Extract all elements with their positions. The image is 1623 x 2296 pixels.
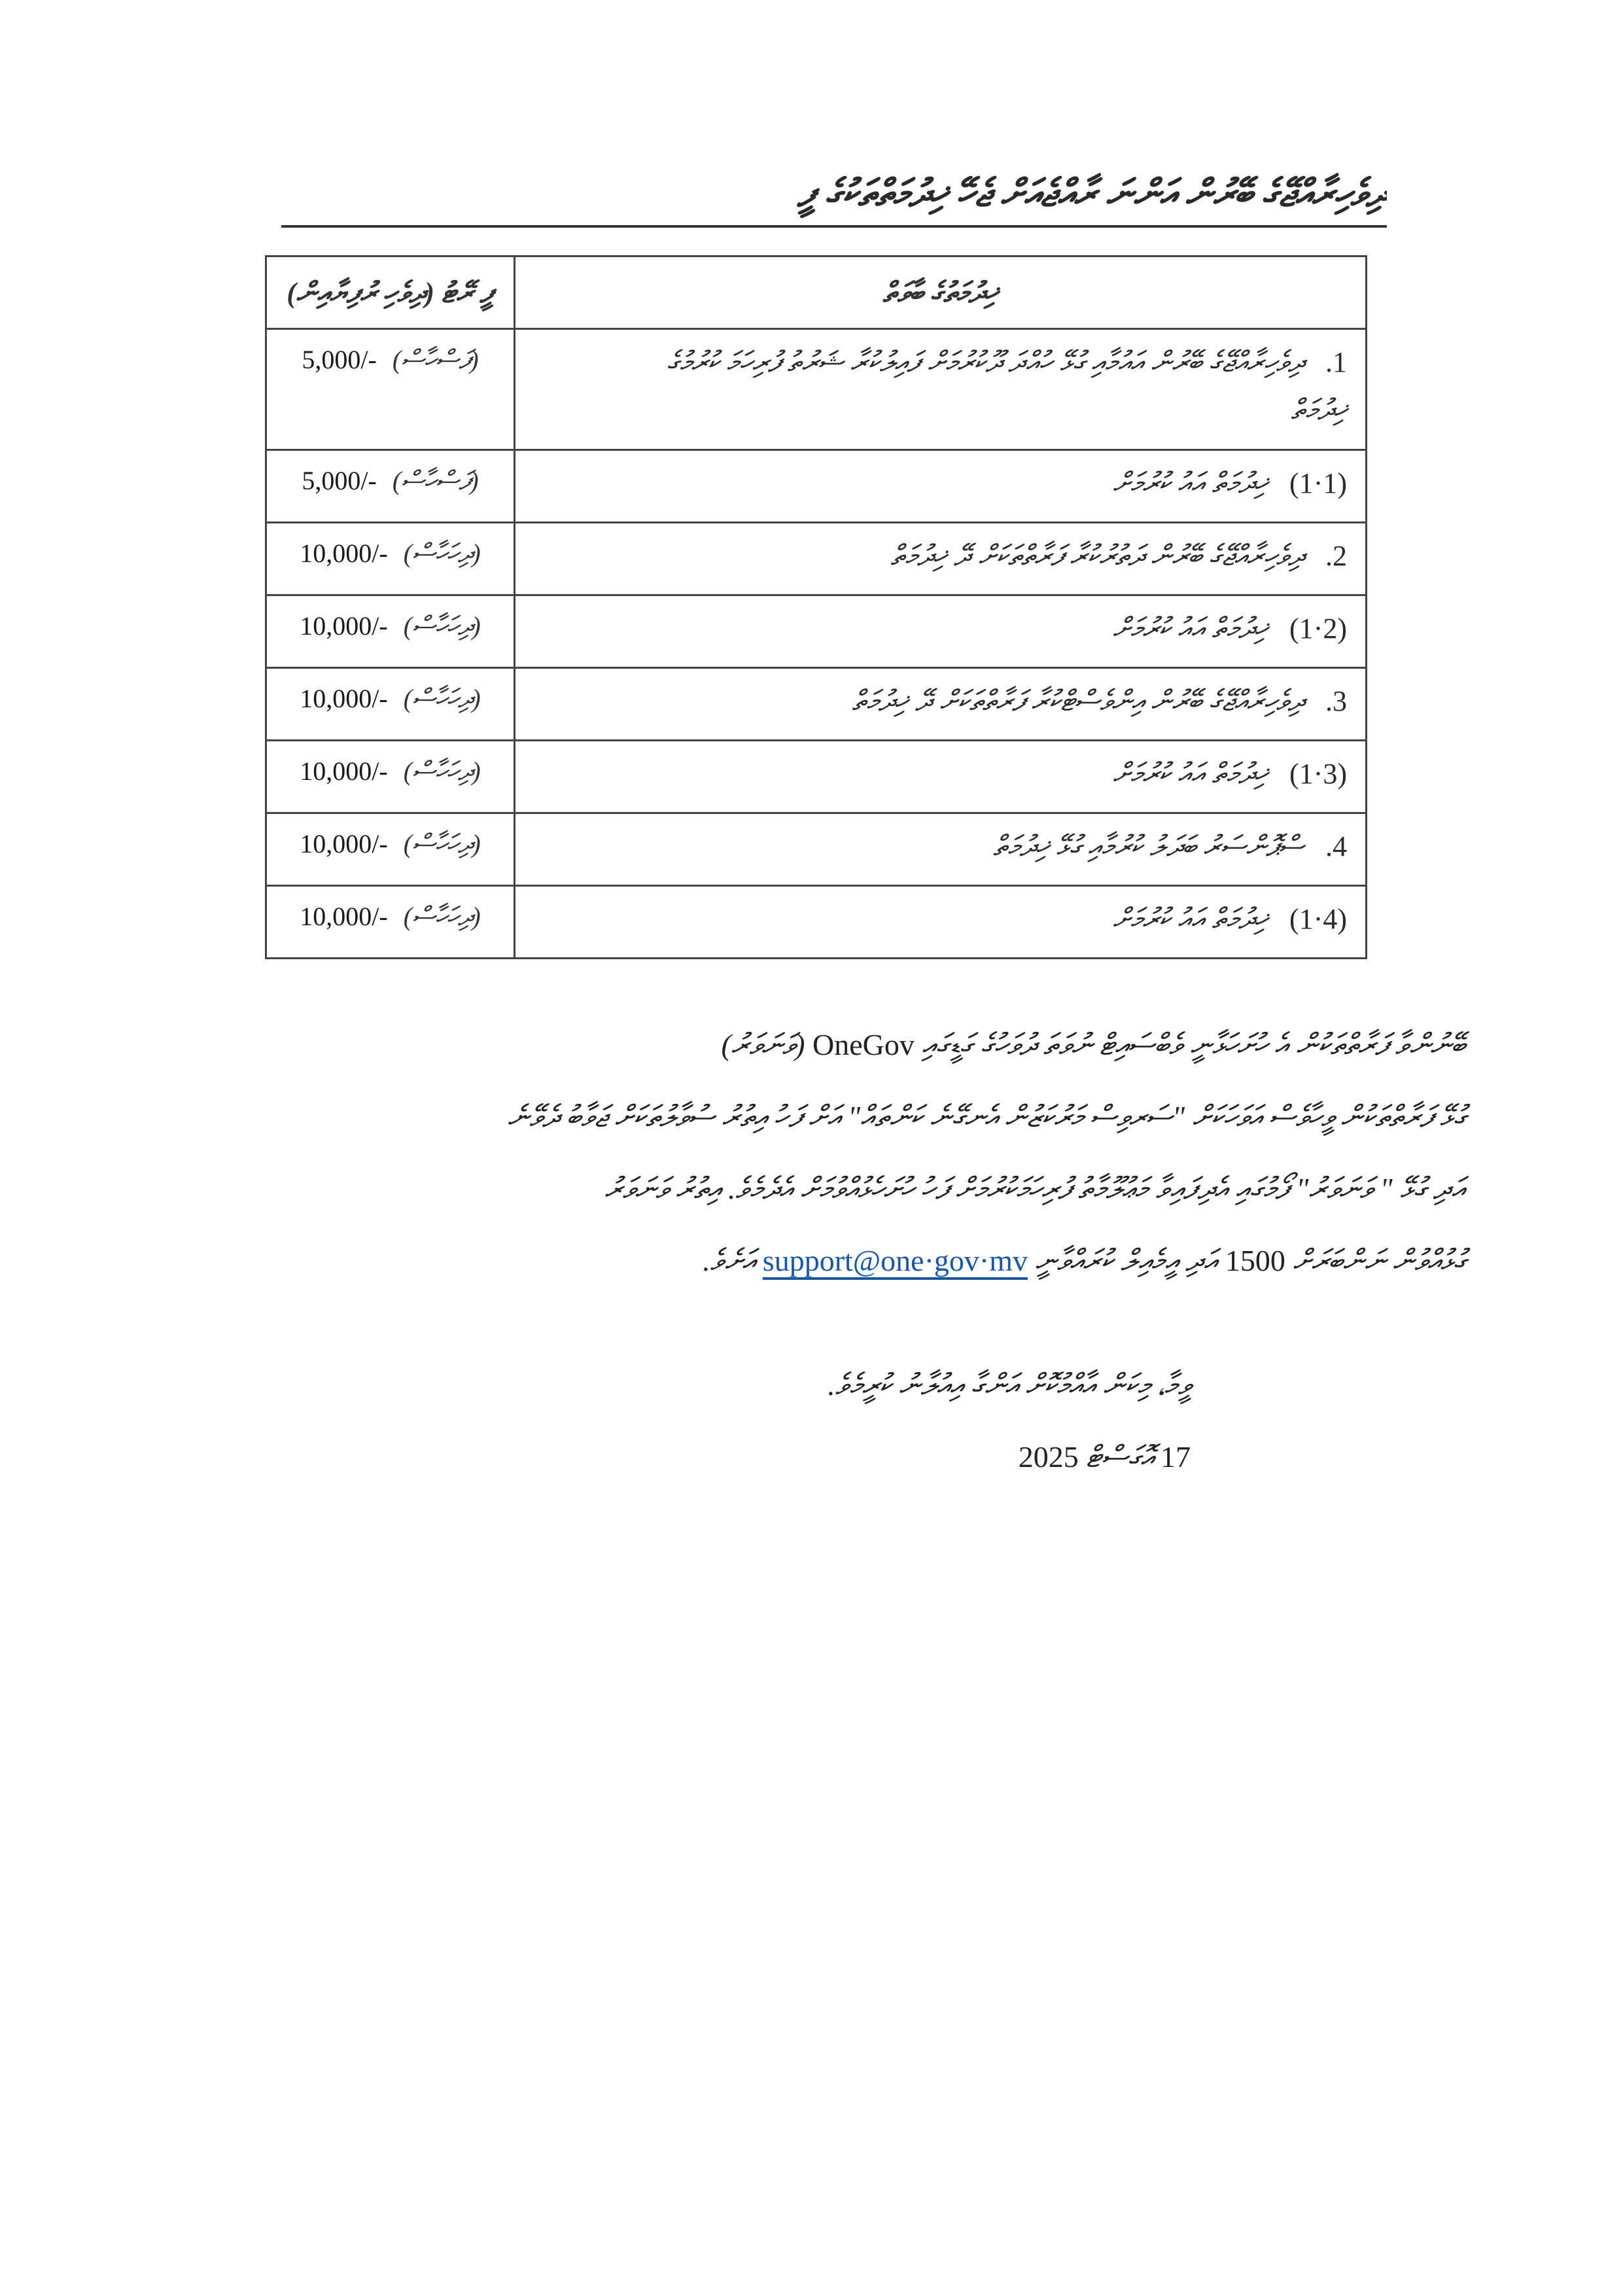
service-cell xyxy=(515,813,1367,886)
closing-statement: ވީމާ، މިކަން އާއްމުކޮށް އަންގާ އިއުލާނު ކުރީމެވެ. xyxy=(828,1368,1191,1402)
service-text: ޚިދުމަތް އައު ކުރުމަށް xyxy=(1112,467,1268,499)
note-text: ބޭނުންވާ ފަރާތްތަކުން އެ ހުށަހަޅާނީ ވެބްސައިޓް ނުވަތަ ދުވަހުގެ ގަޑީގައި xyxy=(922,1028,1465,1061)
note-paren: (ވަނަވަރު) xyxy=(721,1028,805,1061)
service-text: ދިވެހިރާއްޖޭގެ ބޭރުން ދަތުރުކުރާ ފަރާތްތަކަށް ދޭ ޚިދުމަތް xyxy=(890,540,1304,572)
fee-cell xyxy=(266,813,515,886)
fee-amount: 10,000/- xyxy=(300,902,388,931)
service-cell xyxy=(515,595,1367,668)
support-email-link[interactable]: support@one·gov·mv xyxy=(762,1244,1028,1277)
fee-unit: (ދިހަހާސް) xyxy=(403,756,481,786)
service-text: ދިވެހިރާއްޖޭގެ ބޭރުން އައުމާއި ގުޅޭ ހުއްދަ ދޫކުރުމަށް ފައިލުކުރާ ޝަރުތު ފުރިހަމަ ކުރުމުގެ xyxy=(667,346,1304,378)
fee-unit: (ދިހަހާސް) xyxy=(403,684,481,713)
table-row xyxy=(266,595,1367,668)
fee-cell xyxy=(266,741,515,813)
service-cell xyxy=(515,523,1367,595)
service-header: ޚިދުމަތުގެ ބާވަތް xyxy=(515,256,1367,329)
fee-cell xyxy=(266,668,515,741)
service-cell xyxy=(515,741,1367,813)
service-number: 1. xyxy=(1325,346,1347,378)
service-text: ޚިދުމަތް އައު ކުރުމަށް xyxy=(1112,903,1268,935)
service-text: ޚިދުމަތް އައު ކުރުމަށް xyxy=(1112,758,1268,790)
table-row xyxy=(266,450,1367,523)
table-row xyxy=(266,813,1367,886)
fee-amount: 10,000/- xyxy=(300,539,388,568)
fee-unit: (ފަސްހާސް) xyxy=(392,345,479,374)
fee-cell xyxy=(266,886,515,959)
service-number: (4·1) xyxy=(1289,903,1347,935)
service-cell xyxy=(515,329,1367,450)
service-number: (3·1) xyxy=(1289,758,1347,790)
note-line-3: އަދި ގުޅޭ " ވަނަވަރު" ފޯމުގައި އެދިފައިވާ މަޢުލޫމާތު ފުރިހަމަކުރުމަށް ފަހު ހުށަހެޅުއްވުމަށް އެދެމެވެ. އިތުރު ވަނަވަރު xyxy=(604,1172,1465,1205)
phone-number: 1500 xyxy=(1225,1244,1285,1277)
fee-unit: (ދިހަހާސް) xyxy=(403,611,481,641)
fee-cell xyxy=(266,329,515,450)
fee-amount: 10,000/- xyxy=(300,611,388,641)
table-header-row xyxy=(266,256,1367,329)
note-line-2: ގުޅޭ ފަރާތްތަކުން ވީހާވެސް އަވަހަކަށް "ސަރވިސް މަރުކަޒުން އެނގޭނެ ކަންތައް" އަށް ފަހު އިތުރު ސުވާލުތަކަށް ޖަވާބު ދެވޭނެ xyxy=(508,1100,1465,1133)
fee-cell xyxy=(266,595,515,668)
service-cell xyxy=(515,668,1367,741)
note-text: އަދި އީމެއިލް ކުރައްވާނީ xyxy=(1035,1244,1218,1277)
table-row xyxy=(266,741,1367,813)
onegov-brand: OneGov xyxy=(812,1028,915,1061)
service-text-continued: ޚިދުމަތް xyxy=(1291,394,1347,426)
fee-unit: (ދިހަހާސް) xyxy=(403,829,481,858)
service-number: 2. xyxy=(1325,540,1347,572)
table-row xyxy=(266,886,1367,959)
fee-amount: 10,000/- xyxy=(300,684,388,713)
service-number: 4. xyxy=(1325,830,1347,862)
page-title: ދިވެހިރާއްޖޭގެ ބޭރުން އަންނަ ރާއްޖެއަށް ޖެހޭ ޚިދުމަތްތަކުގެ ފީ xyxy=(797,172,1387,215)
fee-header: ފީ ރޭޓު (ދިވެހި ރުފިޔާއިން) xyxy=(266,256,515,329)
date-line xyxy=(654,1439,1191,1475)
fee-unit: (ފަސްހާސް) xyxy=(392,466,479,495)
date-year: 2025 xyxy=(1018,1440,1079,1474)
service-number: (2·1) xyxy=(1289,612,1347,645)
table-row xyxy=(266,668,1367,741)
fee-amount: 5,000/- xyxy=(302,345,377,374)
service-cell xyxy=(515,450,1367,523)
table-row xyxy=(266,523,1367,595)
fee-cell xyxy=(266,450,515,523)
fee-unit: (ދިހަހާސް) xyxy=(403,539,481,568)
table-row xyxy=(266,329,1367,450)
fee-cell xyxy=(266,523,515,595)
title-rule xyxy=(281,225,1387,228)
service-number: (1·1) xyxy=(1289,467,1347,499)
note-line-4 xyxy=(196,1243,1465,1279)
service-number: 3. xyxy=(1325,685,1347,717)
note-text: އަށެވެ. xyxy=(703,1244,756,1277)
note-line-1 xyxy=(196,1027,1465,1063)
note-text: ގުޅުއްވުން ނަންބަރަށް xyxy=(1293,1244,1465,1277)
fee-unit: (ދިހަހާސް) xyxy=(403,902,481,931)
fee-amount: 10,000/- xyxy=(300,756,388,786)
date-month: އޮގަސްޓް xyxy=(1086,1440,1153,1474)
fee-amount: 5,000/- xyxy=(302,466,377,495)
fee-amount: 10,000/- xyxy=(300,829,388,858)
service-text: ދިވެހިރާއްޖޭގެ ބޭރުން އިންވެސްޓްކުރާ ފަރާތްތަކަށް ދޭ ޚިދުމަތް xyxy=(852,685,1304,717)
service-text: ސްޕޮންސަރު ބަދަލު ކުރުމާއި ގުޅޭ ޚިދުމަތް xyxy=(993,830,1304,862)
service-text: ޚިދުމަތް އައު ކުރުމަށް xyxy=(1112,612,1268,645)
fees-table xyxy=(265,255,1367,959)
service-cell xyxy=(515,886,1367,959)
date-day: 17 xyxy=(1161,1440,1191,1474)
